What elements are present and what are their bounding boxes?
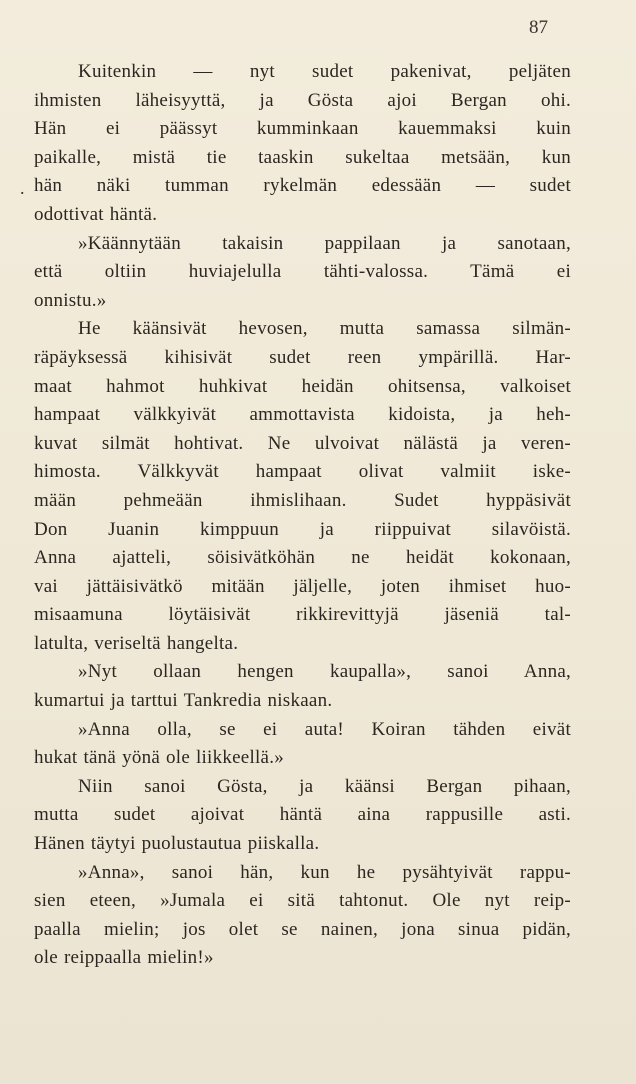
text-line: Niin sanoi Gösta, ja käänsi Bergan pihaan, — [78, 775, 571, 797]
text-line: onnistu.» — [34, 289, 107, 311]
text-line: räpäyksessä kihisivät sudet reen ympärillä. Har- — [34, 346, 571, 368]
text-line: Hän ei päässyt kumminkaan kauemmaksi kuin — [34, 118, 571, 140]
text-line: että oltiin huviajelulla tähti-valossa. Tämä ei — [34, 261, 571, 283]
text-line: mutta sudet ajoivat häntä aina rappusille asti. — [34, 804, 571, 826]
text-line: paikalle, mistä tie taaskin sukeltaa metsään, kun — [34, 146, 571, 168]
margin-mark: . — [20, 178, 25, 198]
text-line: hän näki tumman rykelmän edessään — sudet — [34, 175, 571, 197]
text-line: misaamuna löytäisivät rikkirevittyjä jäseniä tal- — [34, 604, 571, 626]
text-line: Don Juanin kimppuun ja riippuivat silavöistä. — [34, 518, 571, 540]
text-line: »Nyt ollaan hengen kaupalla», sanoi Anna, — [78, 661, 571, 683]
text-line: »Anna olla, se ei auta! Koiran tähden eivät — [78, 718, 571, 740]
text-line: himosta. Välkkyvät hampaat olivat valmiit iske- — [34, 461, 571, 483]
text-line: kuvat silmät hohtivat. Ne ulvoivat nälästä ja veren- — [34, 432, 571, 454]
body-text — [34, 58, 571, 973]
text-line: maat hahmot huhkivat heidän ohitsensa, valkoiset — [34, 375, 571, 397]
text-line: hampaat välkkyivät ammottavista kidoista, ja heh- — [34, 404, 571, 426]
text-line: ole reippaalla mielin!» — [34, 947, 214, 969]
text-line: Hänen täytyi puolustautua piiskalla. — [34, 833, 320, 855]
text-line: paalla mielin; jos olet se nainen, jona sinua pidän, — [34, 918, 571, 940]
text-line: hukat tänä yönä ole liikkeellä.» — [34, 747, 284, 769]
text-line: »Käännytään takaisin pappilaan ja sanotaan, — [78, 232, 571, 254]
text-line: vai jättäisivätkö mitään jäljelle, joten ihmiset huo- — [34, 575, 571, 597]
text-line: Kuitenkin — nyt sudet pakenivat, peljäten — [78, 61, 571, 82]
page-number: 87 — [529, 17, 548, 38]
text-line: latulta, veriseltä hangelta. — [34, 632, 239, 654]
text-line: mään pehmeään ihmislihaan. Sudet hyppäsivät — [34, 489, 571, 511]
text-line: kumartui ja tarttui Tankredia niskaan. — [34, 690, 333, 712]
text-line: odottivat häntä. — [34, 203, 158, 225]
text-line: ihmisten läheisyyttä, ja Gösta ajoi Bergan ohi. — [34, 89, 571, 111]
text-line: He käänsivät hevosen, mutta samassa silmän- — [78, 318, 571, 340]
text-line: sien eteen, »Jumala ei sitä tahtonut. Ole nyt reip- — [34, 890, 571, 912]
text-line: »Anna», sanoi hän, kun he pysähtyivät rappu- — [78, 861, 571, 883]
text-line: Anna ajatteli, söisivätköhän ne heidät kokonaan, — [34, 547, 571, 569]
